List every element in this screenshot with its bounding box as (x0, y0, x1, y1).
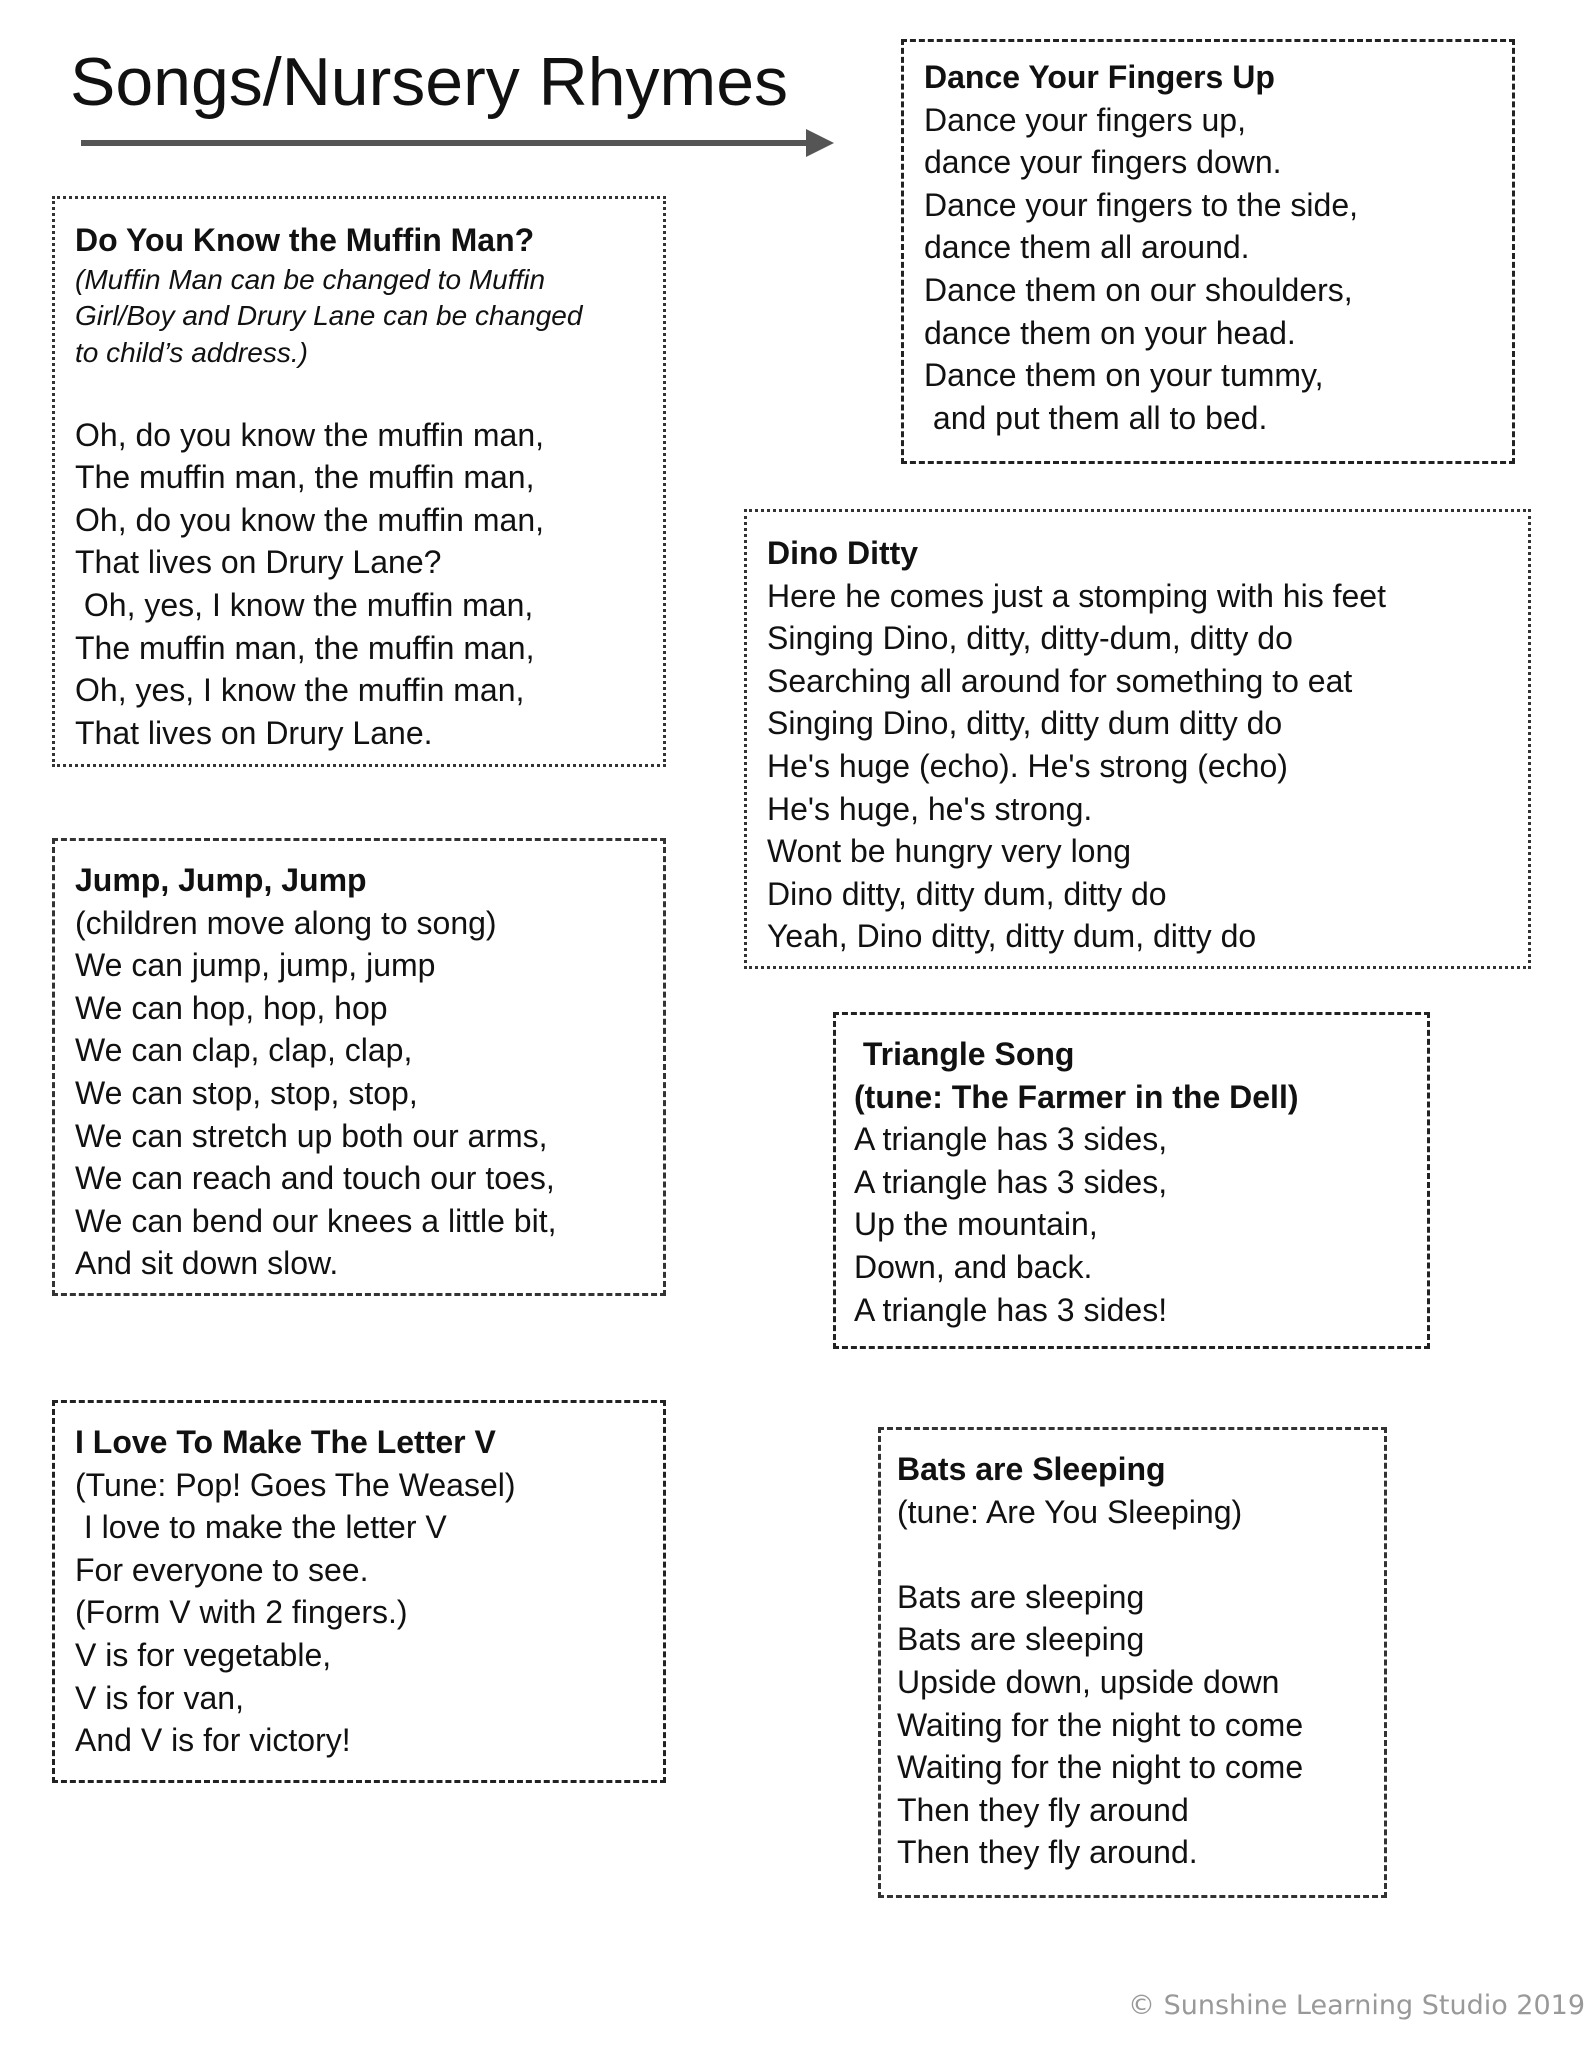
lyric-line: We can jump, jump, jump (75, 947, 436, 984)
lyric-line: (Form V with 2 fingers.) (75, 1594, 408, 1631)
lyric-line: Down, and back. (854, 1248, 1093, 1285)
lyric-line: A triangle has 3 sides, (854, 1163, 1168, 1200)
lyric-line: We can bend our knees a little bit, (75, 1202, 557, 1239)
lyric-line: V is for vegetable, (75, 1636, 332, 1673)
song-note-line: (Muffin Man can be changed to Muffin (75, 263, 546, 295)
lyric-line: Oh, yes, I know the muffin man, (75, 672, 525, 709)
lyric-line: The muffin man, the muffin man, (75, 629, 535, 666)
spacer (75, 371, 663, 414)
song-box-bats (878, 1427, 1387, 1898)
lyric-line: dance your fingers down. (924, 144, 1282, 181)
song-subtitle: (tune: The Farmer in the Dell) (854, 1078, 1299, 1115)
lyric-line: A triangle has 3 sides! (854, 1291, 1168, 1328)
lyric-line: We can reach and touch our toes, (75, 1160, 555, 1197)
lyric-line: That lives on Drury Lane? (75, 544, 442, 581)
lyric-line: Here he comes just a stomping with his feet (767, 577, 1386, 614)
lyric-line: Oh, do you know the muffin man, (75, 416, 544, 453)
lyric-line: Dance them on your tummy, (924, 357, 1324, 394)
song-box-jump (52, 838, 666, 1296)
lyric-line: Bats are sleeping (897, 1621, 1145, 1658)
lyric-line: Waiting for the night to come (897, 1706, 1304, 1743)
copyright-footer: © Sunshine Learning Studio 2019 (1128, 1990, 1586, 2021)
lyric-line: Yeah, Dino ditty, ditty dum, ditty do (767, 918, 1257, 955)
spacer (897, 1533, 1384, 1576)
lyric-line: Oh, do you know the muffin man, (75, 501, 544, 538)
lyric-line: Then they fly around (897, 1791, 1189, 1828)
lyric-line: dance them on your head. (924, 314, 1296, 351)
song-note-line: to child’s address.) (75, 336, 308, 368)
lyric-line: We can clap, clap, clap, (75, 1032, 413, 1069)
lyric-line: We can hop, hop, hop (75, 989, 388, 1026)
lyric-line: Bats are sleeping (897, 1578, 1145, 1615)
song-title: Triangle Song (854, 1036, 1075, 1072)
lyric-line: For everyone to see. (75, 1551, 369, 1588)
lyric-line: That lives on Drury Lane. (75, 714, 433, 751)
lyric-line: I love to make the letter V (75, 1509, 447, 1546)
lyric-line: Waiting for the night to come (897, 1749, 1304, 1786)
song-box-muffin (52, 196, 666, 767)
song-title: Jump, Jump, Jump (75, 862, 367, 898)
lyric-line: A triangle has 3 sides, (854, 1121, 1168, 1158)
lyric-line: dance them all around. (924, 229, 1250, 266)
lyric-line: Dance your fingers up, (924, 101, 1246, 138)
lyric-line: The muffin man, the muffin man, (75, 459, 535, 496)
lyric-line: Dino ditty, ditty dum, ditty do (767, 875, 1167, 912)
lyric-line: We can stretch up both our arms, (75, 1117, 548, 1154)
song-box-triangle (833, 1012, 1430, 1349)
lyric-line: Dance them on our shoulders, (924, 271, 1353, 308)
lyric-line: Searching all around for something to eat (767, 662, 1353, 699)
song-box-dino (744, 509, 1531, 969)
lyric-line: Upside down, upside down (897, 1663, 1280, 1700)
song-box-dance (901, 39, 1515, 464)
lyric-line: Oh, yes, I know the muffin man, (75, 587, 534, 624)
lyric-line: Then they fly around. (897, 1834, 1198, 1871)
lyric-line: V is for van, (75, 1679, 244, 1716)
arrow-head-icon (806, 129, 834, 157)
arrow-line (81, 140, 811, 146)
song-note-line: Girl/Boy and Drury Lane can be changed (75, 300, 583, 332)
lyric-line: Singing Dino, ditty, ditty-dum, ditty do (767, 620, 1293, 657)
lyric-line: Wont be hungry very long (767, 833, 1132, 870)
lyric-line: Up the mountain, (854, 1206, 1098, 1243)
lyric-line: (Tune: Pop! Goes The Weasel) (75, 1466, 516, 1503)
lyric-line: (children move along to song) (75, 904, 497, 941)
page-title: Songs/Nursery Rhymes (70, 44, 789, 120)
song-title: I Love To Make The Letter V (75, 1424, 496, 1460)
song-box-letter-v (52, 1400, 666, 1783)
lyric-line: And V is for victory! (75, 1722, 351, 1759)
lyric-line: And sit down slow. (75, 1245, 339, 1282)
lyric-line: and put them all to bed. (924, 399, 1268, 436)
lyric-line: (tune: Are You Sleeping) (897, 1493, 1243, 1530)
lyric-line: Dance your fingers to the side, (924, 186, 1359, 223)
lyric-line: We can stop, stop, stop, (75, 1074, 418, 1111)
song-title: Dino Ditty (767, 535, 919, 571)
song-title: Bats are Sleeping (897, 1451, 1166, 1487)
lyric-line: He's huge, he's strong. (767, 790, 1093, 827)
song-title: Dance Your Fingers Up (924, 59, 1275, 95)
song-title: Do You Know the Muffin Man? (75, 222, 535, 258)
lyric-line: He's huge (echo). He's strong (echo) (767, 747, 1288, 784)
lyric-line: Singing Dino, ditty, ditty dum ditty do (767, 705, 1283, 742)
